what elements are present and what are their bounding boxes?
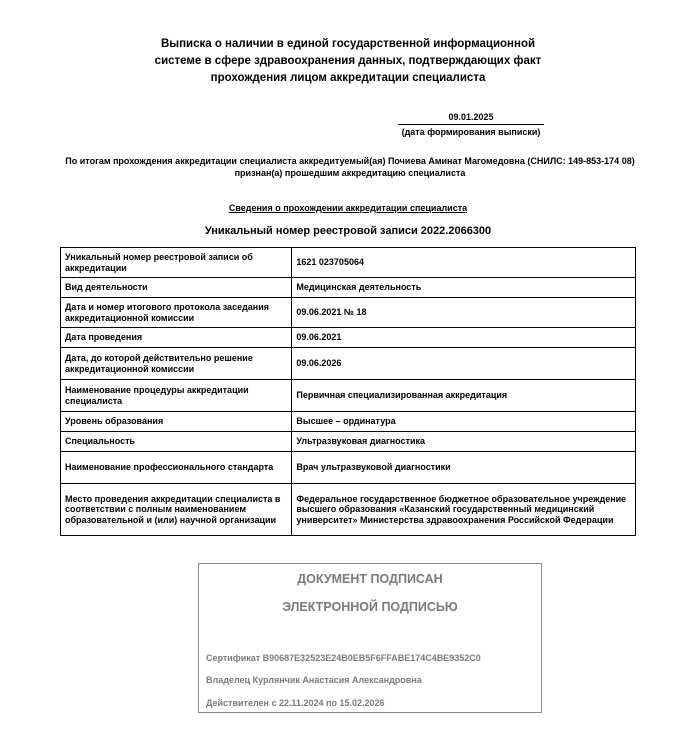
accreditation-result-text: По итогам прохождения аккредитации специалиста аккредитуемый(ая) Почиева Аминат Магомедовна (СНИЛС: 149-853-174 08) признан(а) прошедшим аккредитацию специалиста: [65, 156, 635, 178]
row-value: Федеральное государственное бюджетное образовательное учреждение высшего образования «Казанский государственный медицинский университет» Министерства здравоохранения Российской Федерации: [292, 484, 636, 536]
stamp-certificate: Сертификат B90687E32523E24B0EB5F6FFABE174C4BE9352C0: [206, 653, 481, 663]
row-value: 09.06.2021 № 18: [292, 298, 636, 328]
row-label: Вид деятельности: [61, 278, 292, 298]
table-row: [61, 348, 636, 380]
table-row: [61, 380, 636, 412]
table-row: [61, 278, 636, 298]
row-label: Место проведения аккредитации специалиста в соответствии с полным наименованием образовательной и (или) научной организации: [61, 484, 292, 536]
table-row: [61, 248, 636, 278]
row-label: Уникальный номер реестровой записи об аккредитации: [61, 248, 292, 278]
table-row: [61, 484, 636, 536]
section-heading: Сведения о прохождении аккредитации специалиста: [228, 203, 468, 213]
row-label: Уровень образования: [61, 412, 292, 432]
accreditation-info-table: [60, 247, 636, 536]
row-value: Врач ультразвуковой диагностики: [292, 452, 636, 484]
row-value: Первичная специализированная аккредитация: [292, 380, 636, 412]
row-value: 09.06.2021: [292, 328, 636, 348]
table-row: [61, 412, 636, 432]
stamp-title-line-1: ДОКУМЕНТ ПОДПИСАН: [297, 572, 443, 586]
row-value: 09.06.2026: [292, 348, 636, 380]
stamp-title-line-2: ЭЛЕКТРОННОЙ ПОДПИСЬЮ: [282, 600, 458, 614]
formation-date: 09.01.2025: [398, 112, 544, 125]
row-label: Дата, до которой действительно решение аккредитационной комиссии: [61, 348, 292, 380]
row-value: 1621 023705064: [292, 248, 636, 278]
stamp-owner: Владелец Курлянчик Анастасия Александровна: [206, 675, 422, 685]
title-line-1: Выписка о наличии в единой государственной информационной: [160, 38, 536, 50]
title-line-2: системе в сфере здравоохранения данных, подтверждающих факт: [154, 55, 542, 67]
stamp-validity: Действителен с 22.11.2024 по 15.02.2026: [206, 698, 385, 708]
row-value: Медицинская деятельность: [292, 278, 636, 298]
title-line-3: прохождения лицом аккредитации специалиста: [210, 72, 486, 84]
table-row: [61, 432, 636, 452]
row-value: Ультразвуковая диагностика: [292, 432, 636, 452]
row-label: Дата и номер итогового протокола заседания аккредитационной комиссии: [61, 298, 292, 328]
row-label: Специальность: [61, 432, 292, 452]
row-label: Дата проведения: [61, 328, 292, 348]
registry-number-heading: Уникальный номер реестровой записи 2022.2066300: [204, 225, 492, 237]
row-label: Наименование процедуры аккредитации специалиста: [61, 380, 292, 412]
table-row: [61, 298, 636, 328]
row-value: Высшее – ординатура: [292, 412, 636, 432]
document-title: [100, 36, 596, 87]
electronic-signature-stamp: [198, 563, 542, 713]
table-row: [61, 328, 636, 348]
formation-date-caption: (дата формирования выписки): [401, 127, 541, 137]
table-row: [61, 452, 636, 484]
date-block: [398, 112, 544, 138]
row-label: Наименование профессионального стандарта: [61, 452, 292, 484]
